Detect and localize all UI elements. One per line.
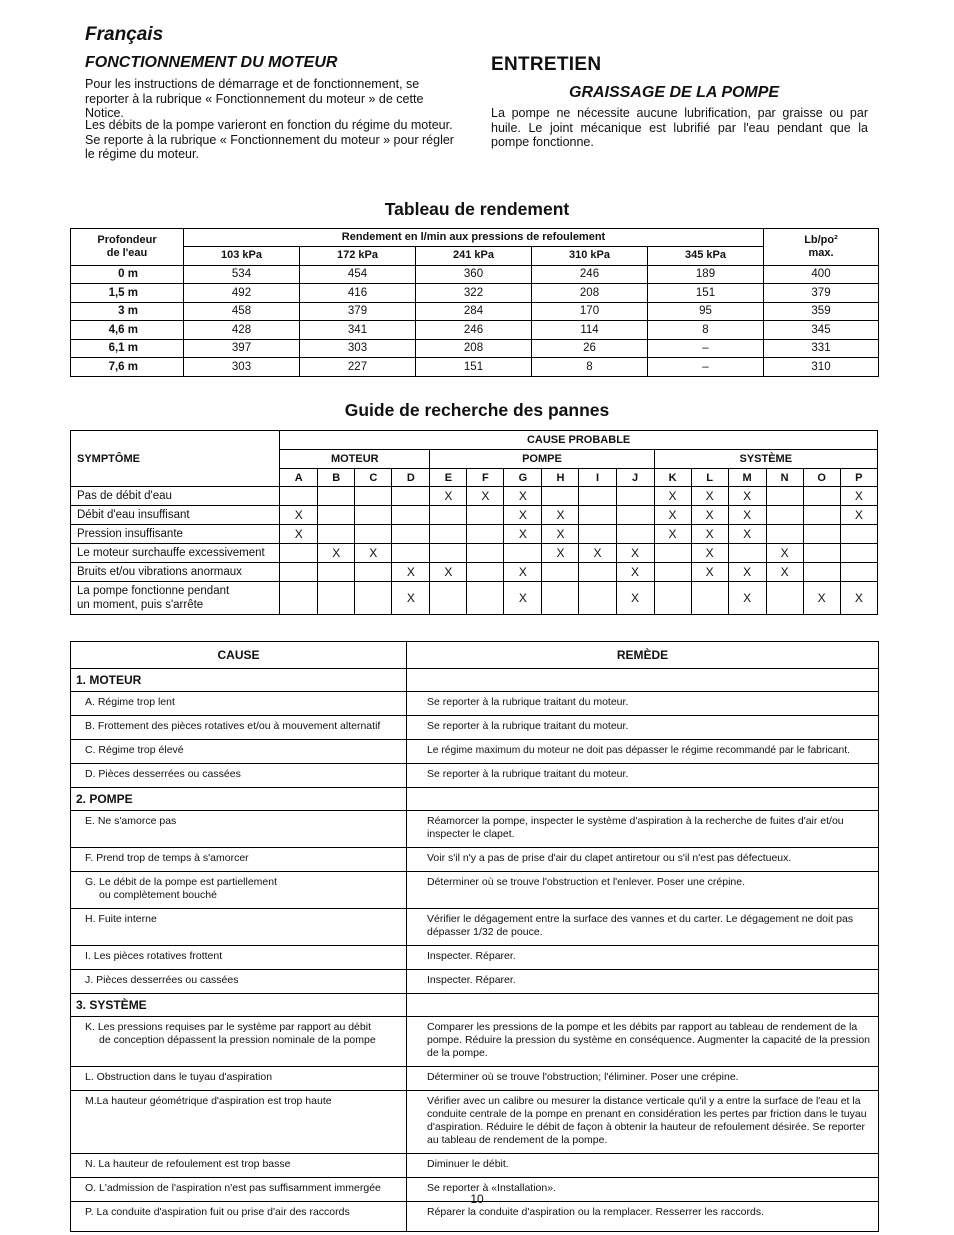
table-row: H. Fuite interne Vérifier le dégagement entre la surface des vannes et du carter. Le dégagement ne doit pas dépasser 1/32 de pouce. — [71, 909, 879, 946]
table-row: K. Les pressions requises par le système par rapport au débit de conception dépassent la pression nominale de la pompe Comparer les pressions de la pompe et les débits par rapport au tableau de rendement de la pompe. Réduire la pression du système en conséquence. Augmenter la capacité de la pression de la pompe. — [71, 1017, 879, 1067]
symptom-label: Débit d'eau insuffisant — [71, 506, 280, 525]
table-row: E. Ne s'amorce pas Réamorcer la pompe, inspecter le système d'aspiration à la recherche de fuites d'air et/ou inspecter le clapet. — [71, 811, 879, 848]
table-row: Bruits et/ou vibrations anormaux X X X X X X X — [71, 563, 878, 582]
symptom-header: SYMPTÔME — [71, 431, 280, 487]
pressure-header: 172 kPa — [300, 247, 416, 266]
cause-letter: B — [318, 469, 355, 487]
table-row: C. Régime trop élevé Le régime maximum du moteur ne doit pas dépasser le régime recommandé par le fabricant. — [71, 740, 879, 764]
remedy-header: REMÈDE — [407, 642, 879, 669]
cause-letter: J — [616, 469, 654, 487]
probable-cause-header: CAUSE PROBABLE — [280, 431, 878, 450]
table-row: 0 m 534 454 360 246 189 400 — [71, 265, 879, 284]
cause-letter: D — [392, 469, 430, 487]
symptom-label: Pas de débit d'eau — [71, 487, 280, 506]
table-row: L. Obstruction dans le tuyau d'aspiration Déterminer où se trouve l'obstruction; l'éliminer. Poser une crépine. — [71, 1067, 879, 1091]
pump-lubrication-text: La pompe ne nécessite aucune lubrification, par graisse ou par huile. Le joint mécanique est lubrifié par l'eau pendant que la pompe fonctionne. — [491, 106, 868, 149]
table-row: Débit d'eau insuffisant X X X X X X X — [71, 506, 878, 525]
cause-letter: P — [840, 469, 877, 487]
table-row: O. L'admission de l'aspiration n'est pas suffisamment immergée Se reporter à «Installation». — [71, 1178, 879, 1202]
cause-letter: M — [728, 469, 766, 487]
pump-lubrication-heading: GRAISSAGE DE LA POMPE — [569, 84, 780, 101]
symptom-label: Bruits et/ou vibrations anormaux — [71, 563, 280, 582]
cause-letter: F — [467, 469, 504, 487]
symptom-label: La pompe fonctionne pendant un moment, puis s'arrête — [71, 582, 280, 615]
table-row: F. Prend trop de temps à s'amorcer Voir s'il n'y a pas de prise d'air du clapet antiretour ou s'il n'est pas défectueux. — [71, 848, 879, 872]
cause-letter: L — [691, 469, 728, 487]
table-row: J. Pièces desserrées ou cassées Inspecter. Réparer. — [71, 970, 879, 994]
performance-table-title: Tableau de rendement — [384, 199, 570, 219]
section-heading: 2. POMPE — [71, 788, 407, 811]
table-row: B. Frottement des pièces rotatives et/ou à mouvement alternatif Se reporter à la rubrique traitant du moteur. — [71, 716, 879, 740]
cause-remedy-table — [70, 641, 879, 1232]
pressure-header: 103 kPa — [184, 247, 300, 266]
cause-header: CAUSE — [71, 642, 407, 669]
cause-letter: K — [654, 469, 691, 487]
group-header-pump: POMPE — [430, 450, 654, 469]
table-row: 6,1 m 397 303 208 26 – 331 — [71, 339, 879, 358]
cause-letter: O — [803, 469, 840, 487]
troubleshooting-title: Guide de recherche des pannes — [344, 400, 610, 420]
max-pressure-header: Lb/po² max. — [764, 229, 879, 266]
cause-letter: C — [355, 469, 392, 487]
cause-letter: E — [430, 469, 467, 487]
table-row: Le moteur surchauffe excessivement X X X X X X X — [71, 544, 878, 563]
table-row: M.La hauteur géométrique d'aspiration est trop haute Vérifier avec un calibre ou mesurer la distance verticale qu'il y a entre la surface de l'eau et la conduite centrale de la pompe en prenant en considération les pertes par friction dans le tuyau d'aspiration. Réduire le débit de façon à obtenir la hauteur de refoulement désirée. Se reporter au tableau de rendement de la pompe. — [71, 1091, 879, 1154]
table-row: Pas de débit d'eau X X X X X X X — [71, 487, 878, 506]
language-heading: Français — [85, 24, 164, 45]
table-row: Pression insuffisante X X X X X X — [71, 525, 878, 544]
group-header-system: SYSTÈME — [654, 450, 877, 469]
symptom-label: Le moteur surchauffe excessivement — [71, 544, 280, 563]
table-row: 3 m 458 379 284 170 95 359 — [71, 302, 879, 321]
engine-operation-paragraph-1: Pour les instructions de démarrage et de fonctionnement, se reporter à la rubrique « Fonctionnement du moteur » de cette Notice. — [85, 77, 424, 120]
flow-header: Rendement en l/min aux pressions de refoulement — [184, 229, 764, 247]
table-row: G. Le débit de la pompe est partiellement ou complètement bouché Déterminer où se trouve l'obstruction et l'enlever. Poser une crépine. — [71, 872, 879, 909]
table-row: 4,6 m 428 341 246 114 8 345 — [71, 321, 879, 340]
table-row: D. Pièces desserrées ou cassées Se reporter à la rubrique traitant du moteur. — [71, 764, 879, 788]
table-row: La pompe fonctionne pendant un moment, puis s'arrête X X X X X X — [71, 582, 878, 615]
depth-header: Profondeur de l'eau — [71, 229, 184, 266]
maintenance-heading: ENTRETIEN — [491, 54, 602, 75]
performance-table — [70, 228, 879, 377]
table-row: A. Régime trop lent Se reporter à la rubrique traitant du moteur. — [71, 692, 879, 716]
table-row: P. La conduite d'aspiration fuit ou prise d'air des raccords Réparer la conduite d'aspiration ou la remplacer. Resserrer les raccords. — [71, 1202, 879, 1232]
pressure-header: 310 kPa — [532, 247, 648, 266]
table-row: 7,6 m 303 227 151 8 – 310 — [71, 358, 879, 377]
pressure-header: 345 kPa — [648, 247, 764, 266]
table-row: I. Les pièces rotatives frottent Inspecter. Réparer. — [71, 946, 879, 970]
symptom-label: Pression insuffisante — [71, 525, 280, 544]
table-row: 1,5 m 492 416 322 208 151 379 — [71, 284, 879, 303]
engine-operation-heading: FONCTIONNEMENT DU MOTEUR — [85, 54, 338, 71]
section-heading: 1. MOTEUR — [71, 669, 407, 692]
pressure-header: 241 kPa — [416, 247, 532, 266]
cause-letter: H — [542, 469, 579, 487]
cause-letter: G — [504, 469, 542, 487]
engine-operation-paragraph-2: Les débits de la pompe varieront en fonction du régime du moteur. Se reporte à la rubrique « Fonctionnement du moteur » pour régler le régime du moteur. — [85, 118, 454, 161]
group-header-engine: MOTEUR — [280, 450, 430, 469]
cause-letter: A — [280, 469, 318, 487]
cause-letter: I — [579, 469, 616, 487]
section-heading: 3. SYSTÈME — [71, 994, 407, 1017]
cause-letter: N — [766, 469, 803, 487]
table-row: N. La hauteur de refoulement est trop basse Diminuer le débit. — [71, 1154, 879, 1178]
troubleshooting-table — [70, 430, 878, 615]
page-number: 10 — [470, 1192, 484, 1206]
